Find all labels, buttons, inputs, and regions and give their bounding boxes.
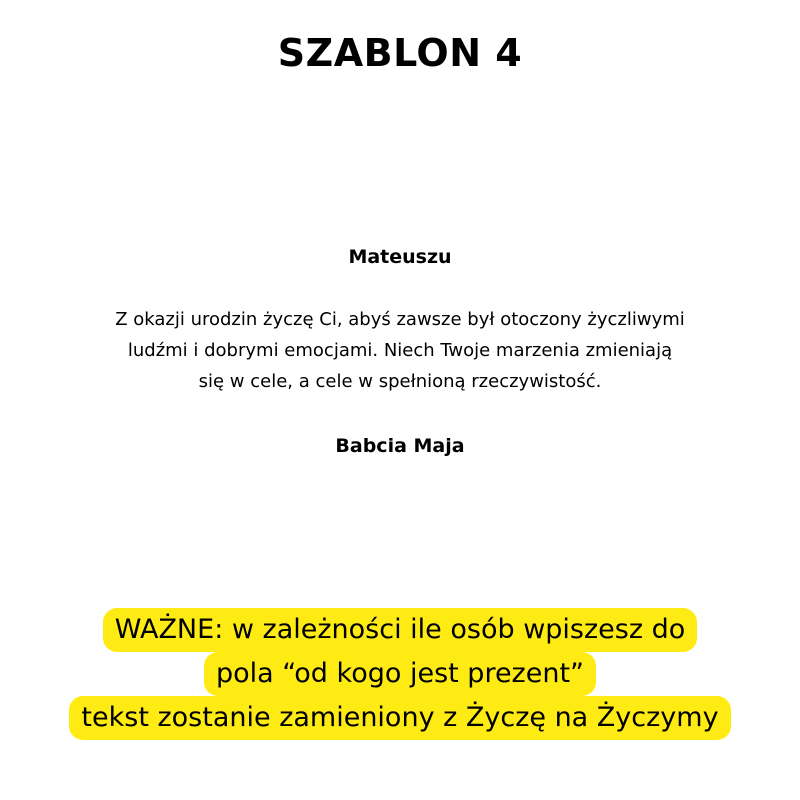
notice-line-text: pola “od kogo jest prezent” [204,652,596,696]
greeting-message [40,304,760,397]
greeting-message-line: się w cele, a cele w spełnioną rzeczywistość. [198,371,602,392]
greeting-card-text [40,242,760,461]
important-notice [0,608,800,740]
notice-line [0,696,800,740]
greeting-message-line: ludźmi i dobrymi emocjami. Niech Twoje marzenia zmieniają [127,340,673,361]
notice-line-text: tekst zostanie zamieniony z Życzę na Życzymy [69,696,730,740]
greeting-message-line: Z okazji urodzin życzę Ci, abyś zawsze był otoczony życzliwymi [115,309,685,330]
notice-line [0,608,800,652]
signature: Babcia Maja [335,435,465,457]
notice-line-text: WAŻNE: w zależności ile osób wpiszesz do [103,608,698,652]
recipient-name: Mateuszu [348,246,452,268]
notice-line [0,652,800,696]
page-title: SZABLON 4 [277,31,523,76]
